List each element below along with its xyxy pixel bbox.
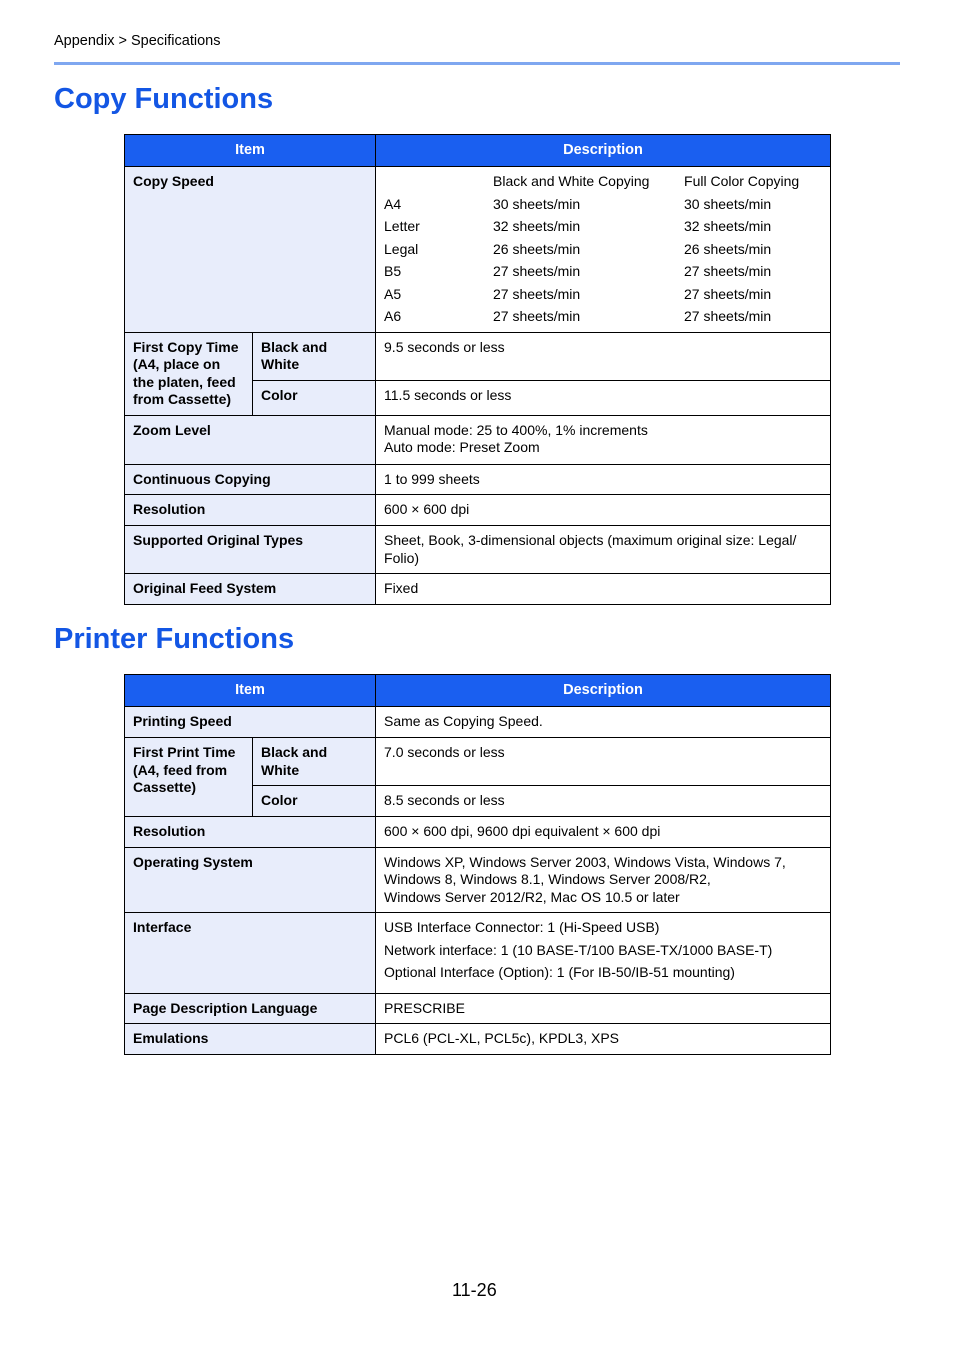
sub-label-color: Color [253,380,376,415]
table-row [125,847,831,913]
continuous-copying-value: 1 to 999 sheets [376,464,831,495]
copy-speed-grid [384,173,823,326]
sub-label-color: Color [253,786,376,817]
speed-color-value: 27 sheets/min [684,263,772,279]
speed-col-header-size [384,173,493,191]
row-label-first-print-time: First Print Time (A4, feed from Cassette) [125,738,253,817]
zoom-auto-line: Auto mode: Preset Zoom [384,439,540,456]
os-line: Windows Server 2012/R2, Mac OS 10.5 or later [384,888,680,905]
table-row [125,415,831,464]
printing-speed-value: Same as Copying Speed. [376,707,831,738]
table-row [125,495,831,526]
speed-paper-size: Legal [384,240,419,257]
table-row [125,332,831,380]
interface-line: Optional Interface (Option): 1 (For IB-50/IB-51 mounting) [384,964,735,980]
speed-paper-size: A6 [384,308,402,324]
header-item: Item [125,675,376,707]
table-header-row [125,675,831,707]
printer-resolution-value: 600 × 600 dpi, 9600 dpi equivalent × 600 dpi [376,816,831,847]
zoom-level-value [376,415,831,464]
speed-col-header-bw: Black and White Copying [493,173,650,189]
table-row [125,913,831,994]
copy-speed-cell [376,167,831,333]
operating-system-value [376,847,831,913]
copy-functions-table [124,134,831,605]
table-row [125,707,831,738]
copy-resolution-value: 600 × 600 dpi [376,495,831,526]
copy-functions-title: Copy Functions [54,83,274,115]
speed-paper-size: Letter [384,218,420,234]
first-print-bw-value: 7.0 seconds or less [376,738,831,786]
speed-bw-value: 27 sheets/min [493,308,581,324]
page-description-language-value: PRESCRIBE [376,993,831,1024]
row-label-supported-original-types: Supported Original Types [125,526,376,574]
speed-bw-value: 26 sheets/min [493,240,581,257]
table-row [125,1024,831,1055]
table-row [125,993,831,1024]
table-row [125,464,831,495]
speed-color-value: 27 sheets/min [684,308,772,324]
row-label-emulations: Emulations [125,1024,376,1055]
zoom-manual-line: Manual mode: 25 to 400%, 1% increments [384,421,648,438]
table-row [125,574,831,605]
printer-functions-table [124,674,831,1055]
speed-bw-value: 27 sheets/min [493,285,581,302]
interface-line: USB Interface Connector: 1 (Hi-Speed USB) [384,919,660,935]
header-rule [54,62,900,65]
interface-line: Network interface: 1 (10 BASE-T/100 BASE-TX/1000 BASE-T) [384,941,773,958]
table-header-row [125,135,831,167]
speed-paper-size: A4 [384,195,402,212]
emulations-value: PCL6 (PCL-XL, PCL5c), KPDL3, XPS [376,1024,831,1055]
first-copy-bw-value: 9.5 seconds or less [376,332,831,380]
speed-color-value: 30 sheets/min [684,195,772,212]
speed-color-value: 32 sheets/min [684,218,772,234]
speed-color-value: 27 sheets/min [684,285,772,302]
first-copy-color-value: 11.5 seconds or less [376,380,831,415]
row-label-resolution: Resolution [125,495,376,526]
speed-paper-size: A5 [384,285,402,302]
table-row [125,526,831,574]
speed-bw-value: 30 sheets/min [493,195,581,212]
row-label-copy-speed: Copy Speed [125,167,376,333]
header-description: Description [376,675,831,707]
supported-original-types-value: Sheet, Book, 3-dimensional objects (maximum original size: Legal/ Folio) [376,526,831,574]
interface-value [376,913,831,994]
speed-bw-value: 27 sheets/min [493,263,581,279]
os-line: Windows 8, Windows 8.1, Windows Server 2008/R2, [384,871,711,887]
speed-color-value: 26 sheets/min [684,240,772,257]
header-description: Description [376,135,831,167]
speed-paper-size: B5 [384,263,402,279]
printer-functions-title: Printer Functions [54,623,295,655]
original-feed-system-value: Fixed [376,574,831,605]
row-label-resolution: Resolution [125,816,376,847]
table-row [125,167,831,333]
breadcrumb: Appendix > Specifications [54,33,221,49]
sub-label-black-and-white: Black and White [253,738,376,786]
sub-label-black-and-white: Black and White [253,332,376,380]
speed-col-header-color: Full Color Copying [684,173,800,189]
os-line: Windows XP, Windows Server 2003, Windows Vista, Windows 7, [384,853,786,870]
row-label-original-feed-system: Original Feed System [125,574,376,605]
row-label-printing-speed: Printing Speed [125,707,376,738]
table-row [125,738,831,786]
table-row [125,816,831,847]
row-label-first-copy-time: First Copy Time (A4, place on the platen, feed from Cassette) [125,332,253,415]
row-label-interface: Interface [125,913,376,994]
page-number: 11-26 [452,1280,497,1300]
first-print-color-value: 8.5 seconds or less [376,786,831,817]
row-label-continuous-copying: Continuous Copying [125,464,376,495]
speed-bw-value: 32 sheets/min [493,218,581,234]
row-label-page-description-language: Page Description Language [125,993,376,1024]
row-label-operating-system: Operating System [125,847,376,913]
header-item: Item [125,135,376,167]
row-label-zoom-level: Zoom Level [125,415,376,464]
